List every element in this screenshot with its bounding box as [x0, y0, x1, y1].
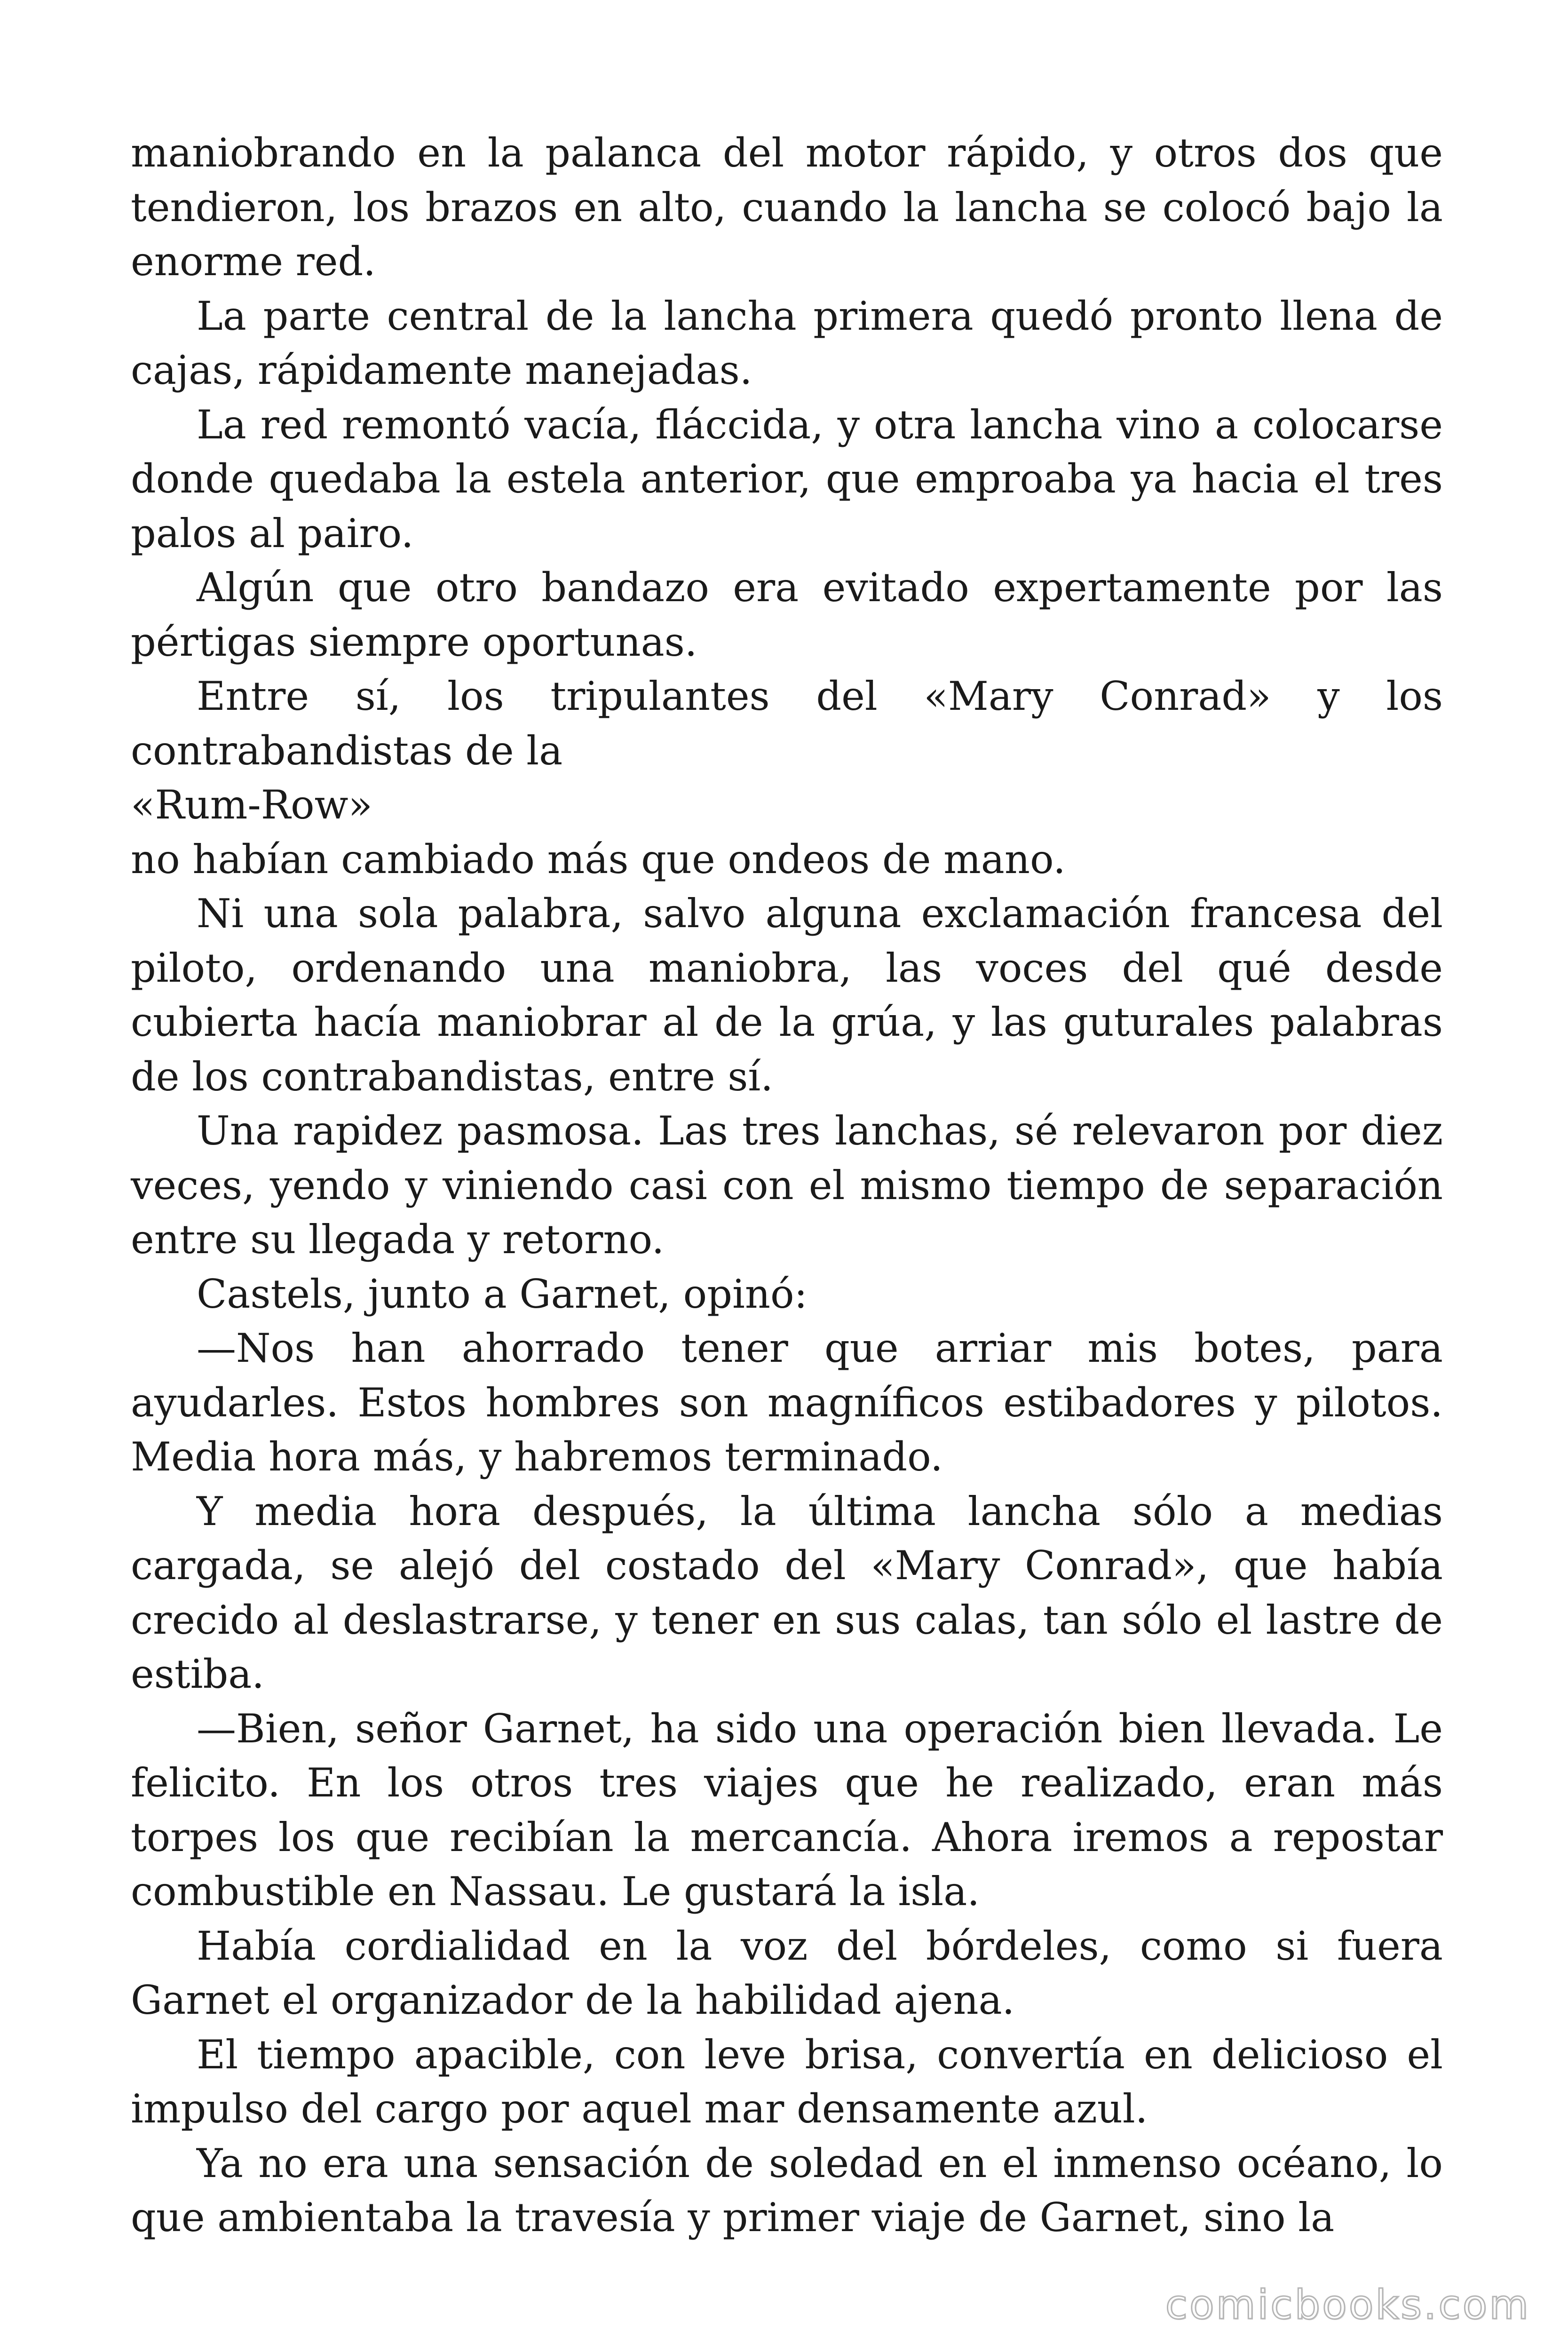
paragraph: Una rapidez pasmosa. Las tres lanchas, sé relevaron por diez veces, yendo y viniendo casi con el mismo tiempo de separación entre su llegada y retorno.: [131, 1108, 1443, 1263]
paragraph: «Rum-Row»: [131, 782, 372, 828]
paragraph: La parte central de la lancha primera quedó pronto llena de cajas, rápidamente manejadas.: [131, 293, 1443, 393]
paragraph: maniobrando en la palanca del motor rápido, y otros dos que tendieron, los brazos en alto, cuando la lancha se colocó bajo la enorme red.: [131, 130, 1443, 285]
paragraph: Ni una sola palabra, salvo alguna exclamación francesa del piloto, ordenando una maniobra, las voces del qué desde cubierta hacía maniobrar al de la grúa, y las guturales palabras de los contrabandistas, entre sí.: [131, 890, 1443, 1100]
paragraph: Castels, junto a Garnet, opinó:: [197, 1271, 808, 1317]
watermark: comicbooks.com: [1165, 2281, 1530, 2328]
paragraph: Y media hora después, la última lancha sólo a medias cargada, se alejó del costado del «Mary Conrad», que había crecido al deslastrarse, y tener en sus calas, tan sólo el lastre de estiba.: [131, 1488, 1443, 1697]
paragraph: no habían cambiado más que ondeos de mano.: [131, 836, 1066, 882]
paragraph: La red remontó vacía, fláccida, y otra lancha vino a colocarse donde quedaba la estela anterior, que emproaba ya hacia el tres palos al pairo.: [131, 401, 1443, 556]
paragraph: Había cordialidad en la voz del bórdeles, como si fuera Garnet el organizador de la habilidad ajena.: [131, 1923, 1443, 2023]
paragraph: Algún que otro bandazo era evitado expertamente por las pértigas siempre oportunas.: [131, 564, 1443, 665]
paragraph: Ya no era una sensación de soledad en el inmenso océano, lo que ambientaba la travesía y primer viaje de Garnet, sino la: [131, 2140, 1443, 2241]
paragraph: El tiempo apacible, con leve brisa, convertía en delicioso el impulso del cargo por aquel mar densamente azul.: [131, 2031, 1443, 2132]
body-text: [131, 126, 1443, 2245]
paragraph: —Nos han ahorrado tener que arriar mis botes, para ayudarles. Estos hombres son magníficos estibadores y pilotos. Media hora más, y habremos terminado.: [131, 1325, 1443, 1480]
paragraph: Entre sí, los tripulantes del «Mary Conrad» y los contrabandistas de la: [131, 673, 1443, 774]
paragraph: —Bien, señor Garnet, ha sido una operación bien llevada. Le felicito. En los otros tres viajes que he realizado, eran más torpes los que recibían la mercancía. Ahora iremos a repostar combustible en Nassau. Le gustará la isla.: [131, 1705, 1443, 1915]
